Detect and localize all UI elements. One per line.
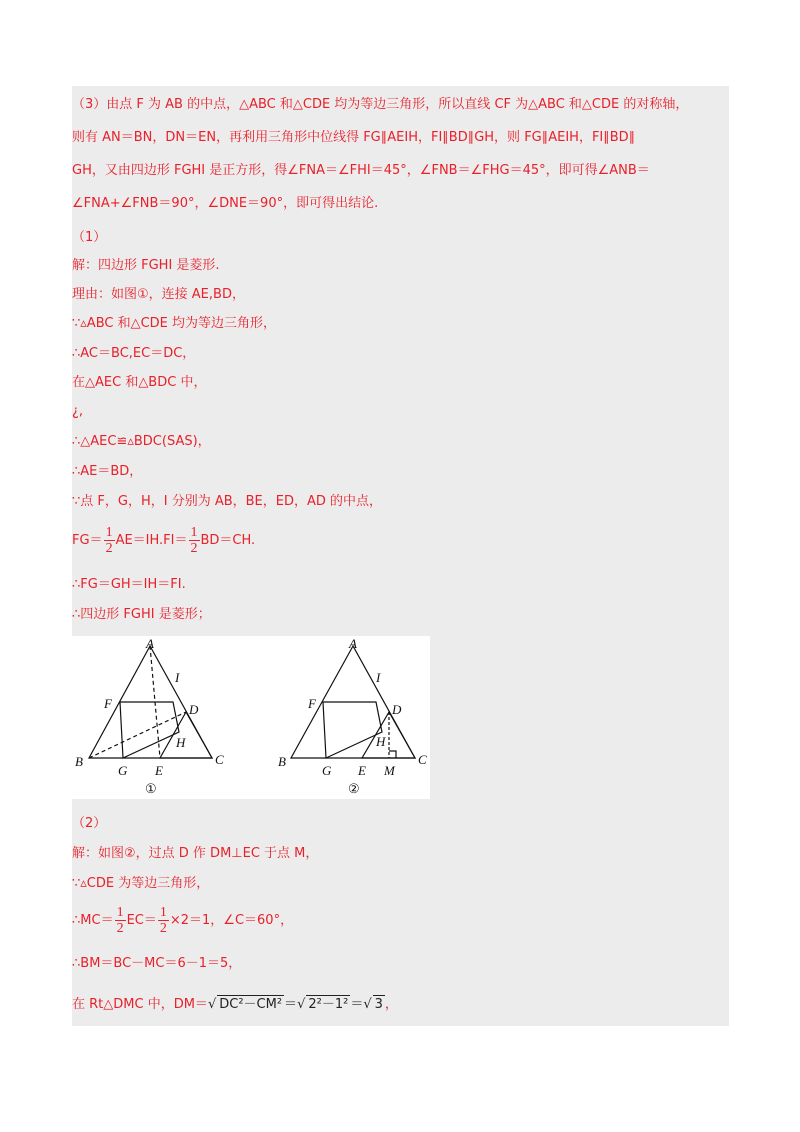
analysis-line-1: （3）由点 F 为 AB 的中点，△ABC 和△CDE 均为等边三角形，所以直线 CF 为△ABC 和△CDE 的对称轴，	[72, 97, 689, 112]
part2-dm	[72, 995, 398, 1014]
part1-eq2: ∴AE＝BD，	[72, 464, 143, 479]
fraction-half-3: $\frac{1}{2}$	[116, 905, 124, 936]
sqrt-1: √ DC²－CM²	[207, 997, 283, 1012]
fig2-label-e: E	[358, 763, 366, 778]
part1-eq1: ∴AC＝BC,EC＝DC，	[72, 346, 196, 361]
fraction-half-1: $\frac{1}{2}$	[105, 525, 113, 556]
sqrt-1-radicand: DC²－CM²	[219, 997, 283, 1012]
part2-label: （2）	[72, 816, 107, 831]
part2-given: ∵▵CDE 为等边三角形，	[72, 876, 210, 891]
part1-congruent: ∴△AEC≌▵BDC(SAS)，	[72, 434, 211, 449]
geometry-figure-svg	[72, 636, 430, 799]
part2-intro: 解：如图②，过点 D 作 DM⊥EC 于点 M，	[72, 846, 319, 861]
geometry-figure	[72, 636, 430, 799]
mc-a: ∴MC＝	[72, 913, 114, 928]
part1-answer: 解：四边形 FGHI 是菱形.	[72, 258, 220, 273]
part1-reason: 理由：如图①，连接 AE,BD，	[72, 287, 245, 302]
right-angle-mark	[389, 751, 396, 758]
triangle-cde	[160, 712, 212, 758]
midline-b: AE＝IH.FI＝	[115, 533, 188, 548]
fig1-label-g: G	[118, 763, 128, 778]
fig1-label-b: B	[75, 754, 83, 769]
dm-eq-2: ＝	[350, 997, 364, 1012]
sqrt-2: √ 2²－1²	[297, 997, 349, 1012]
analysis-line-4: ∠FNA+∠FNB＝90°，∠DNE＝90°，即可得出结论.	[72, 196, 379, 211]
dm-eq-1: ＝	[284, 997, 298, 1012]
sqrt-3: √ 3	[363, 997, 383, 1012]
fig1-label-h: H	[176, 735, 186, 750]
fraction-half-4: $\frac{1}{2}$	[159, 905, 167, 936]
part1-given: ∵▵ABC 和△CDE 均为等边三角形，	[72, 316, 277, 331]
fraction-half-2: $\frac{1}{2}$	[190, 525, 198, 556]
dm-suffix: ，	[384, 997, 398, 1012]
fig2-caption: ②	[348, 781, 360, 796]
part2-mc	[72, 904, 293, 938]
fig1-label-c: C	[215, 752, 224, 767]
fig1-label-f: F	[104, 696, 112, 711]
fig2-label-m: M	[384, 763, 395, 778]
fig2-label-f: F	[308, 696, 316, 711]
dm-prefix: 在 Rt△DMC 中，DM＝	[72, 997, 208, 1012]
fig2-label-h: H	[376, 734, 386, 749]
part1-compare: 在△AEC 和△BDC 中，	[72, 375, 207, 390]
analysis-line-2: 则有 AN＝BN，DN＝EN，再利用三角形中位线得 FG∥AEIH，FI∥BD∥GH，则 FG∥AEIH，FI∥BD∥	[72, 130, 636, 145]
part1-conclusion: ∴四边形 FGHI 是菱形；	[72, 607, 211, 622]
fig2-label-d: D	[392, 702, 402, 717]
rhombus-fghi	[120, 702, 179, 758]
midline-a: FG＝	[72, 533, 103, 548]
part1-midpoints: ∵点 F，G，H，I 分别为 AB，BE，ED，AD 的中点，	[72, 494, 383, 509]
sqrt-2-radicand: 2²－1²	[308, 997, 349, 1012]
fig2-label-c: C	[418, 752, 427, 767]
analysis-line-3: GH，又由四边形 FGHI 是正方形，得∠FNA＝∠FHI＝45°，∠FNB＝∠FHG＝45°，即可得∠ANB＝	[72, 163, 650, 178]
sqrt-3-radicand: 3	[374, 997, 383, 1012]
fig2-label-g: G	[322, 763, 332, 778]
part1-midline	[72, 524, 255, 558]
part1-garbled: ¿,	[72, 404, 84, 419]
fig2-label-b: B	[278, 754, 286, 769]
midline-c: BD＝CH.	[200, 533, 256, 548]
fig1-caption: ①	[145, 781, 157, 796]
fig2-label-i: I	[376, 670, 381, 685]
fig1-label-d: D	[189, 702, 199, 717]
fig1-label-e: E	[155, 763, 163, 778]
fig2-label-a: A	[349, 636, 357, 651]
mc-b: EC＝	[126, 913, 157, 928]
part1-label: （1）	[72, 230, 107, 245]
mc-c: ×2＝1，∠C＝60°，	[169, 913, 294, 928]
part1-eq3: ∴FG＝GH＝IH＝FI.	[72, 577, 186, 592]
fig1-label-a: A	[146, 636, 154, 651]
part2-bm: ∴BM＝BC－MC＝6－1＝5，	[72, 956, 242, 971]
fig1-label-i: I	[175, 670, 180, 685]
rhombus-fghi-2	[323, 702, 382, 758]
